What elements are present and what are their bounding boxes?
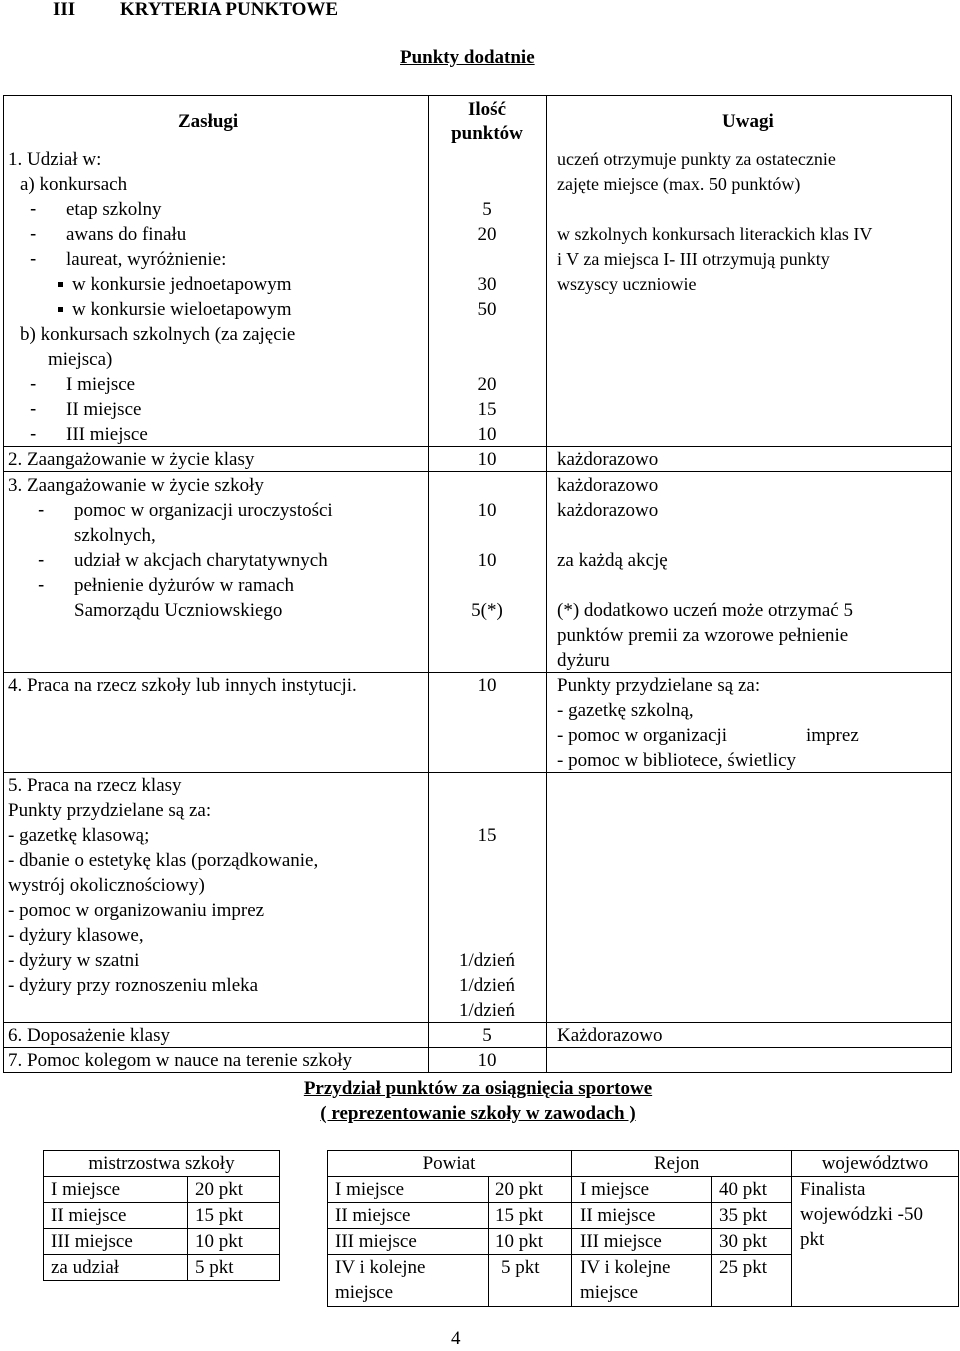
s3-item3-line1: - pełnienie dyżurów w ramach (74, 573, 294, 598)
s1-points-a3ii: 50 (477, 299, 497, 320)
s3-note-3-line1: (*) dodatkowo uczeń może otrzymać 5 (557, 600, 853, 621)
powiat-points-1: 20 pkt (495, 1179, 544, 1200)
header-merits: Zasługi (178, 111, 239, 132)
s3-note-3-line3: dyżuru (557, 650, 610, 671)
school-points-3: 10 pkt (195, 1231, 244, 1252)
rejon-place-2: II miejsce (580, 1205, 656, 1226)
s1-b-i: - I miejsce (66, 372, 135, 397)
woj-line3: pkt (800, 1229, 825, 1250)
s5-points-4: 1/dzień (459, 1000, 515, 1021)
header-points-line1: Ilość (468, 99, 506, 120)
s5-line5: wystrój okolicznościowy) (8, 875, 205, 896)
sport-title-line2: ( reprezentowanie szkoły w zawodach ) (320, 1103, 636, 1124)
s3-note-3-line2: punktów premii za wzorowe pełnienie (557, 625, 849, 646)
s2-points: 10 (477, 449, 497, 470)
sport-title-line1: Przydział punktów za osiągnięcia sportowe (303, 1078, 653, 1099)
s2-text: 2. Zaangażowanie w życie klasy (8, 449, 255, 470)
section-title: KRYTERIA PUNKTOWE (120, 0, 339, 20)
s1-a1: - etap szkolny (66, 197, 162, 222)
s1-note2-line2: i V za miejsca I- III otrzymują punkty (557, 249, 830, 269)
s1-b-line1: b) konkursach szkolnych (za zajęcie (20, 324, 296, 345)
s3-points-1: 10 (477, 500, 497, 521)
s6-text: 6. Doposażenie klasy (8, 1025, 170, 1046)
s6-note: Każdorazowo (557, 1025, 663, 1046)
header-notes: Uwagi (722, 111, 774, 132)
s1-b-line2: miejsca) (48, 349, 113, 370)
s3-item2: - udział w akcjach charytatywnych (74, 548, 328, 573)
s7-points: 10 (477, 1050, 497, 1071)
s4-note-line2: - gazetkę szkolną, (557, 700, 694, 721)
rejon-points-2: 35 pkt (719, 1205, 768, 1226)
header-wojewodztwo: województwo (821, 1153, 929, 1174)
s1-b-ii: - II miejsce (66, 397, 141, 422)
powiat-place-4: IV i kolejne (335, 1257, 426, 1278)
powiat-points-2: 15 pkt (495, 1205, 544, 1226)
header-powiat: Powiat (422, 1153, 476, 1174)
s5-line6: - pomoc w organizowaniu imprez (8, 900, 265, 921)
school-points-1: 20 pkt (195, 1179, 244, 1200)
powiat-place-1: I miejsce (335, 1179, 405, 1200)
s1-a3i: w konkursie jednoetapowym (72, 274, 292, 295)
rejon-place-4-cont: miejsce (580, 1282, 639, 1303)
s3-item1-line1: - pomoc w organizacji uroczystości (74, 498, 333, 523)
page-number: 4 (451, 1328, 461, 1349)
s4-note-line1: Punkty przydzielane są za: (557, 675, 761, 696)
s1-b-iii: - III miejsce (66, 422, 148, 447)
powiat-points-3: 10 pkt (495, 1231, 544, 1252)
s3-note-0: każdorazowo (557, 475, 659, 496)
s1-points-a2: 20 (477, 224, 497, 245)
page-subtitle: Punkty dodatnie (400, 47, 535, 68)
s5-line8: - dyżury w szatni (8, 950, 140, 971)
s5-line1: 5. Praca na rzecz klasy (8, 775, 182, 796)
s5-points-1: 15 (477, 825, 497, 846)
s4-text: 4. Praca na rzecz szkoły lub innych instytucji. (8, 675, 357, 696)
s5-line7: - dyżury klasowe, (8, 925, 144, 946)
s5-line4: - dbanie o estetykę klas (porządkowanie, (8, 850, 319, 871)
s5-line2: Punkty przydzielane są za: (8, 800, 212, 821)
s4-note-line3a: - pomoc w organizacji (557, 725, 728, 746)
s1-a2: - awans do finału (66, 222, 186, 247)
s5-line3: - gazetkę klasową; (8, 825, 150, 846)
s3-note-2: za każdą akcję (557, 550, 668, 571)
s1-a3: - laureat, wyróżnienie: (66, 247, 226, 272)
s1-note2-line1: w szkolnych konkursach literackich klas IV (557, 224, 873, 244)
powiat-place-4-cont: miejsce (335, 1282, 394, 1303)
s3-item1-line2: szkolnych, (74, 525, 156, 546)
rejon-points-3: 30 pkt (719, 1231, 768, 1252)
rejon-place-4: IV i kolejne (580, 1257, 671, 1278)
s5-points-2: 1/dzień (459, 950, 515, 971)
s1-points-a3i: 30 (477, 274, 497, 295)
school-place-1: I miejsce (51, 1179, 121, 1200)
s1-a: a) konkursach (20, 174, 128, 195)
s1-a3ii: w konkursie wieloetapowym (72, 299, 292, 320)
s1-points-b-ii: 15 (477, 399, 497, 420)
s3-points-3: 5(*) (471, 600, 503, 621)
s1-points-b-iii: 10 (477, 424, 497, 445)
section-roman-numeral: III (53, 0, 76, 20)
powiat-points-4: 5 pkt (501, 1257, 540, 1278)
powiat-place-3: III miejsce (335, 1231, 417, 1252)
s3-points-2: 10 (477, 550, 497, 571)
rejon-place-3: III miejsce (580, 1231, 662, 1252)
school-place-4: za udział (51, 1257, 120, 1278)
school-points-4: 5 pkt (195, 1257, 234, 1278)
s3-title: 3. Zaangażowanie w życie szkoły (8, 475, 264, 496)
s3-note-1: każdorazowo (557, 500, 659, 521)
rejon-place-1: I miejsce (580, 1179, 650, 1200)
school-place-3: III miejsce (51, 1231, 133, 1252)
s7-text: 7. Pomoc kolegom w nauce na terenie szkoły (8, 1050, 353, 1071)
s6-points: 5 (482, 1025, 492, 1046)
header-points-line2: punktów (451, 123, 523, 144)
s1-note1-line1: uczeń otrzymuje punkty za ostatecznie (557, 149, 836, 169)
s1-note1-line2: zajęte miejsce (max. 50 punktów) (557, 174, 801, 194)
s1-points-b-i: 20 (477, 374, 497, 395)
woj-line2: wojewódzki -50 (800, 1204, 923, 1225)
rejon-points-4: 25 pkt (719, 1257, 768, 1278)
s4-note-line3b: imprez (806, 725, 859, 746)
school-place-2: II miejsce (51, 1205, 127, 1226)
s4-points: 10 (477, 675, 497, 696)
school-header: mistrzostwa szkoły (88, 1153, 235, 1174)
header-rejon: Rejon (654, 1153, 700, 1174)
rejon-points-1: 40 pkt (719, 1179, 768, 1200)
s1-points-a1: 5 (482, 199, 492, 220)
s2-note: każdorazowo (557, 449, 659, 470)
s3-item3-line2: Samorządu Uczniowskiego (74, 600, 283, 621)
s1-note2-line3: wszyscy uczniowie (557, 274, 697, 294)
school-points-2: 15 pkt (195, 1205, 244, 1226)
s1-title: 1. Udział w: (8, 149, 102, 170)
woj-line1: Finalista (800, 1179, 866, 1200)
s4-note-line4: - pomoc w bibliotece, świetlicy (557, 750, 797, 771)
s5-points-3: 1/dzień (459, 975, 515, 996)
powiat-place-2: II miejsce (335, 1205, 411, 1226)
s5-line9: - dyżury przy roznoszeniu mleka (8, 975, 259, 996)
